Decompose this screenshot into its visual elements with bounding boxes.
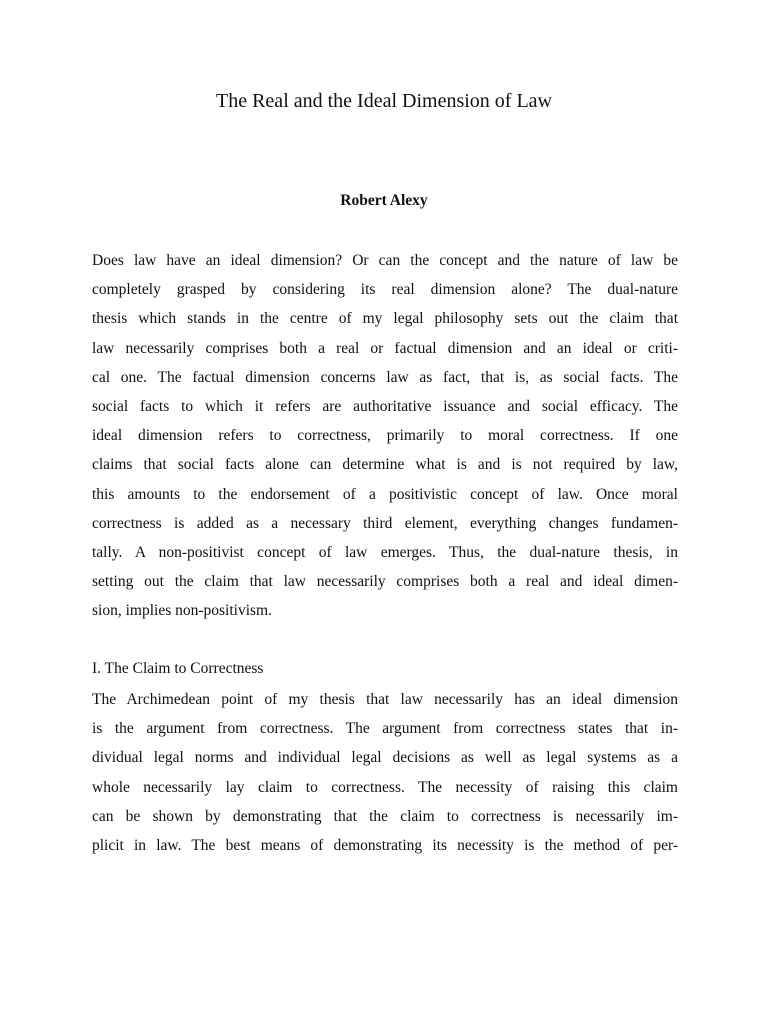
text-line: The Archimedean point of my thesis that law necessarily has an ideal dimension [92,691,678,708]
text-line: can be shown by demonstrating that the claim to correctness is necessarily im- [92,807,678,825]
text-line: whole necessarily lay claim to correctness. The necessity of raising this claim [92,778,678,796]
text-line: setting out the claim that law necessarily comprises both a real and ideal dimen- [92,573,678,591]
text-line: Does law have an ideal dimension? Or can the concept and the nature of law be [92,252,678,269]
author-name: Robert Alexy [340,192,428,209]
section-heading: I. The Claim to Correctness [92,660,264,677]
text-line: tally. A non-positivist concept of law emerges. Thus, the dual-nature thesis, in [92,543,678,561]
section-paragraph [92,685,678,860]
text-line: completely grasped by considering its real dimension alone? The dual-nature [92,281,678,299]
abstract-paragraph [92,246,678,625]
text-line: is the argument from correctness. The argument from correctness states that in- [92,720,678,738]
text-line: thesis which stands in the centre of my legal philosophy sets out the claim that [92,310,678,328]
text-line: ideal dimension refers to correctness, primarily to moral correctness. If one [92,427,678,445]
text-line: plicit in law. The best means of demonstrating its necessity is the method of per- [92,836,678,854]
text-line: dividual legal norms and individual legal decisions as well as legal systems as a [92,749,678,767]
text-line: cal one. The factual dimension concerns law as fact, that is, as social facts. The [92,368,678,386]
text-line: claims that social facts alone can determine what is and is not required by law, [92,456,678,474]
text-line: law necessarily comprises both a real or factual dimension and an ideal or criti- [92,339,678,357]
text-line: correctness is added as a necessary third element, everything changes fundamen- [92,514,678,532]
text-line: sion, implies non-positivism. [92,602,272,620]
text-line: this amounts to the endorsement of a positivistic concept of law. Once moral [92,485,678,503]
document-title: The Real and the Ideal Dimension of Law [216,90,552,112]
text-line: social facts to which it refers are authoritative issuance and social efficacy. The [92,397,678,415]
